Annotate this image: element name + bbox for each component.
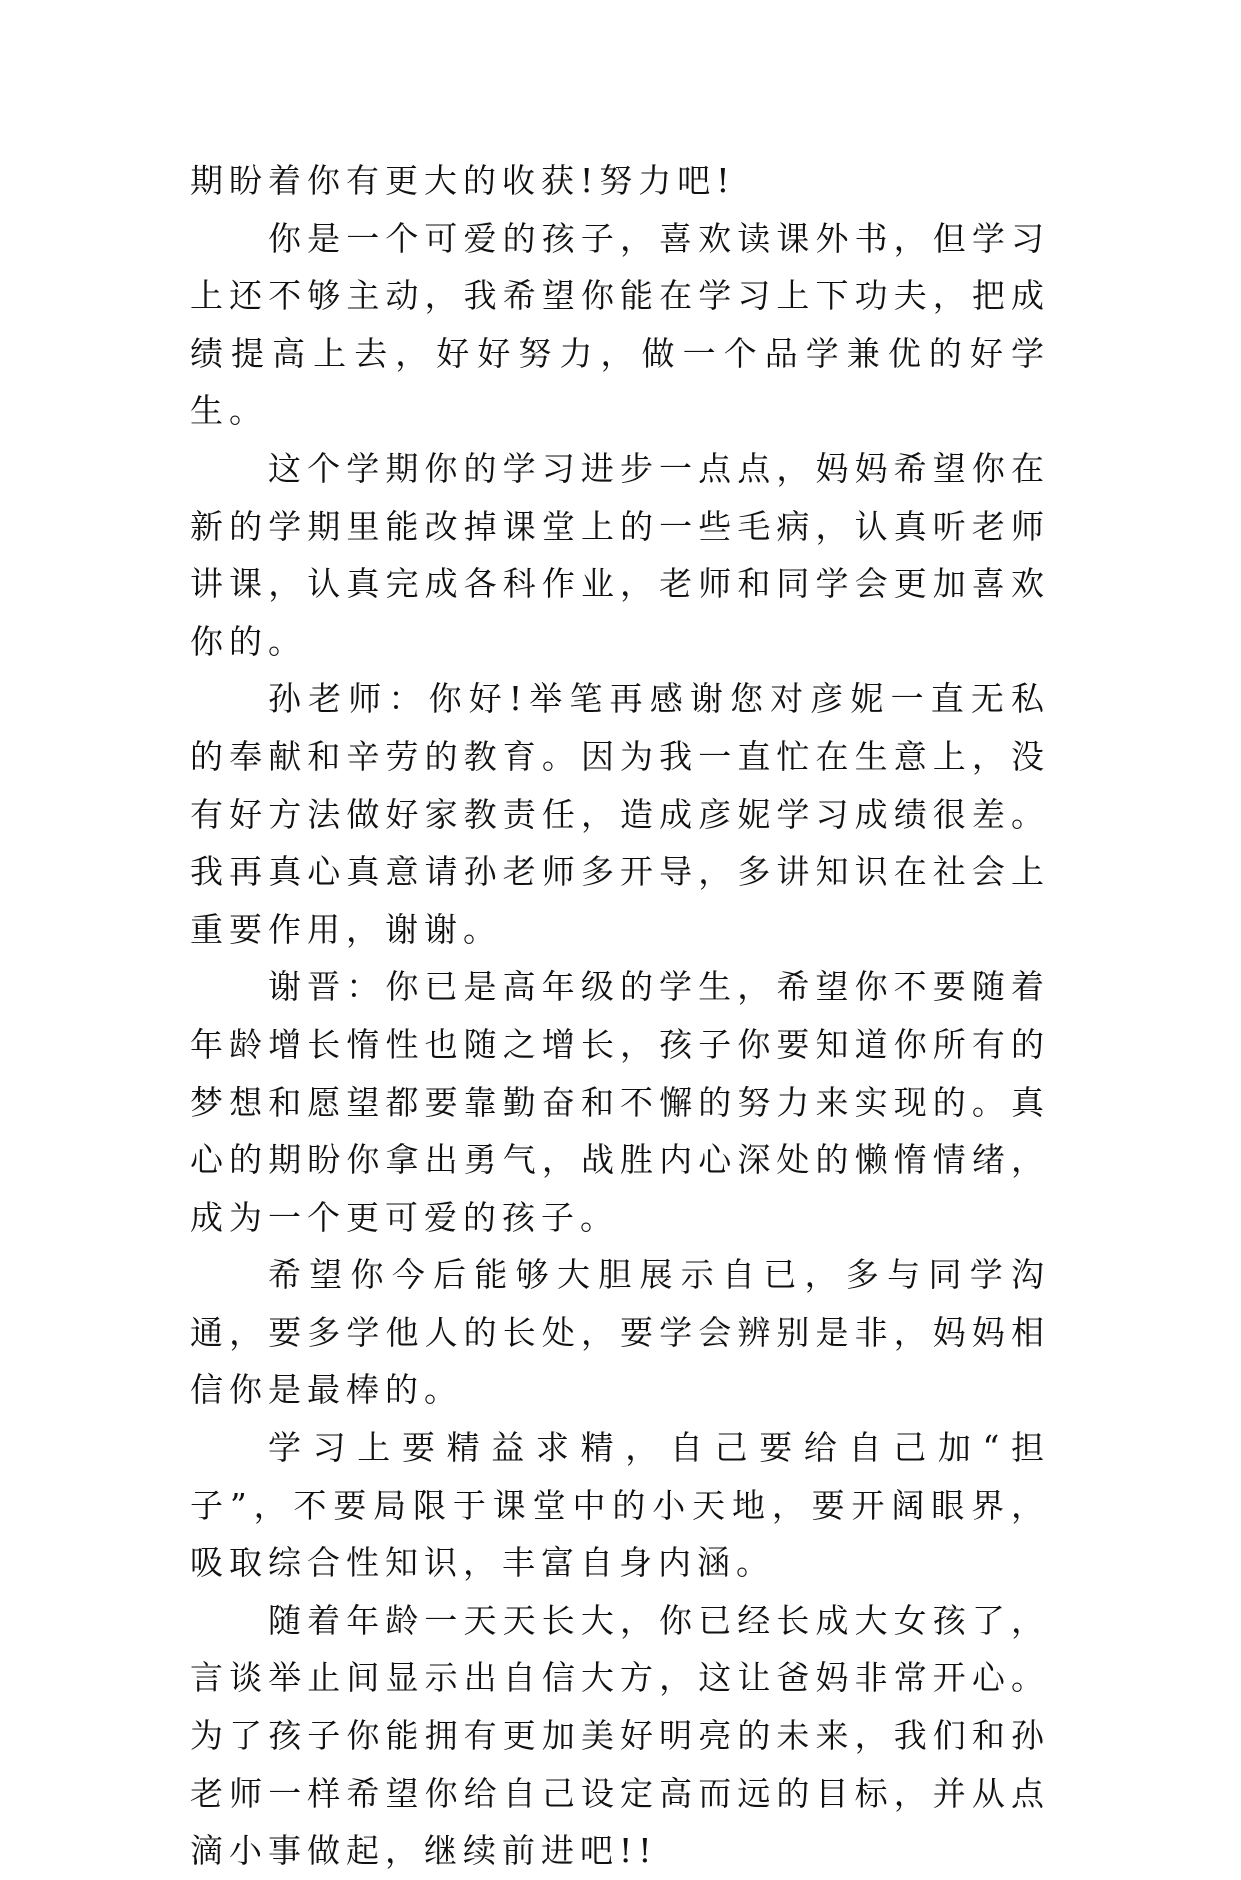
paragraph-4: 孙老师：你好!举笔再感谢您对彦妮一直无私的奉献和辛劳的教育。因为我一直忙在生意上，没有好方法做好家教责任，造成彦妮学习成绩很差。我再真心真意请孙老师多开导，多讲知识在社会上重要作用，谢谢。 <box>190 679 1050 949</box>
paragraph-8: 随着年龄一天天长大，你已经长成大女孩了，言谈举止间显示出自信大方，这让爸妈非常开心。为了孩子你能拥有更加美好明亮的未来，我们和孙老师一样希望你给自己设定高而远的目标，并从点滴小事做起，继续前进吧!! <box>190 1600 1050 1871</box>
paragraph-2: 你是一个可爱的孩子，喜欢读课外书，但学习上还不够主动，我希望你能在学习上下功夫，把成绩提高上去，好好努力，做一个品学兼优的好学生。 <box>190 218 1050 431</box>
paragraph-7: 学习上要精益求精，自己要给自己加“担子”，不要局限于课堂中的小天地，要开阔眼界，吸取综合性知识，丰富自身内涵。 <box>190 1428 1050 1583</box>
paragraph-3: 这个学期你的学习进步一点点，妈妈希望你在新的学期里能改掉课堂上的一些毛病，认真听老师讲课，认真完成各科作业，老师和同学会更加喜欢你的。 <box>190 448 1050 661</box>
paragraph-1: 期盼着你有更大的收获!努力吧! <box>190 161 736 200</box>
paragraph-5: 谢晋：你已是高年级的学生，希望你不要随着年龄增长惰性也随之增长，孩子你要知道你所有的梦想和愿望都要靠勤奋和不懈的努力来实现的。真心的期盼你拿出勇气，战胜内心深处的懒惰情绪，成为一个更可爱的孩子。 <box>190 967 1050 1237</box>
document-body <box>190 152 1050 1880</box>
paragraph-6: 希望你今后能够大胆展示自已，多与同学沟通，要多学他人的长处，要学会辨别是非，妈妈相信你是最棒的。 <box>190 1255 1050 1410</box>
